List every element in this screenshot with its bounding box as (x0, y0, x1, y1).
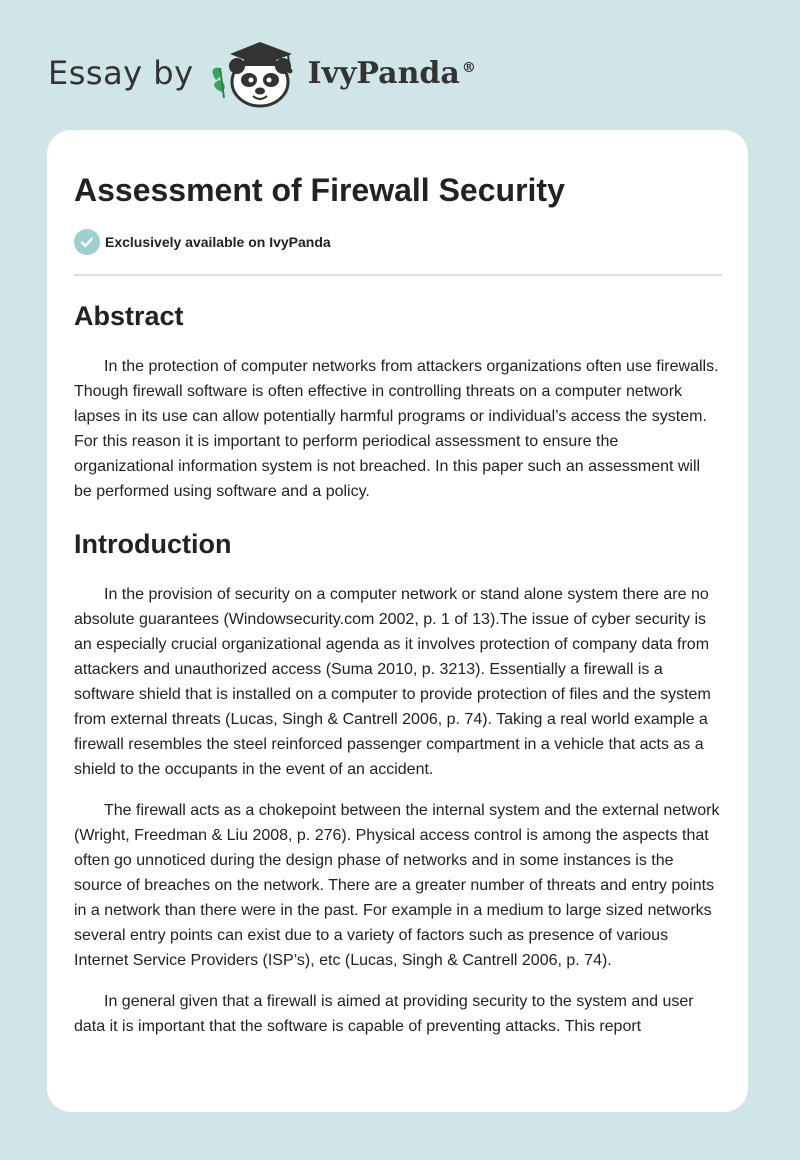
exclusive-badge (74, 228, 722, 256)
page-title: Assessment of Firewall Security (74, 172, 565, 208)
exclusive-label: Exclusively available on IvyPanda (105, 234, 331, 250)
section-heading-introduction: Introduction (74, 529, 232, 559)
section-heading-abstract: Abstract (74, 301, 184, 331)
paragraph: The firewall acts as a chokepoint between the internal system and the external network (Wright, Freedman & Liu 2008, p. 276). Physical access control is among the aspects that often go unnoticed during the design phase of networks and in some instances is the source of breaches on the network. There are a greater number of threats and entry points in a network than there were in the past. For example in a medium to large sized networks several entry points can exist due to a variety of factors such as presence of various Internet Service Providers (ISP’s), etc (Lucas, Singh & Cantrell 2006, p. 74). (74, 802, 720, 969)
paragraph: In the protection of computer networks from attackers organizations often use firewalls. Though firewall software is often effective in controlling threats on a computer network lapses in its use can allow potentially harmful programs or individual’s access the system. For this reason it is important to perform periodical assessment to ensure the organizational information system is not breached. In this paper such an assessment will be performed using software and a policy. (74, 358, 719, 500)
check-icon (74, 229, 100, 255)
essay-card (47, 130, 748, 1112)
brand-header[interactable] (48, 36, 488, 110)
registered-mark: ® (461, 59, 476, 76)
paragraph: In the provision of security on a computer network or stand alone system there are no absolute guarantees (Windowsecurity.com 2002, p. 1 of 13).The issue of cyber security is an especially crucial organizational agenda as it involves protection of company data from attackers and unauthorized access (Suma 2010, p. 3213). Essentially a firewall is a software shield that is installed on a computer to provide protection of files and the system from external threats (Lucas, Singh & Cantrell 2006, p. 74). Taking a real world example a firewall resembles the steel reinforced passenger compartment in a vehicle that acts as a shield to the occupants in the event of an accident. (74, 586, 711, 778)
brand-name: IvyPanda ® (307, 55, 476, 91)
panda-graduation-cap-icon (208, 36, 304, 110)
paragraph: In general given that a firewall is aimed at providing security to the system and user data it is important that the software is capable of preventing attacks. This report (74, 993, 694, 1035)
divider (74, 274, 722, 276)
brand-prefix: Essay by (48, 54, 194, 92)
